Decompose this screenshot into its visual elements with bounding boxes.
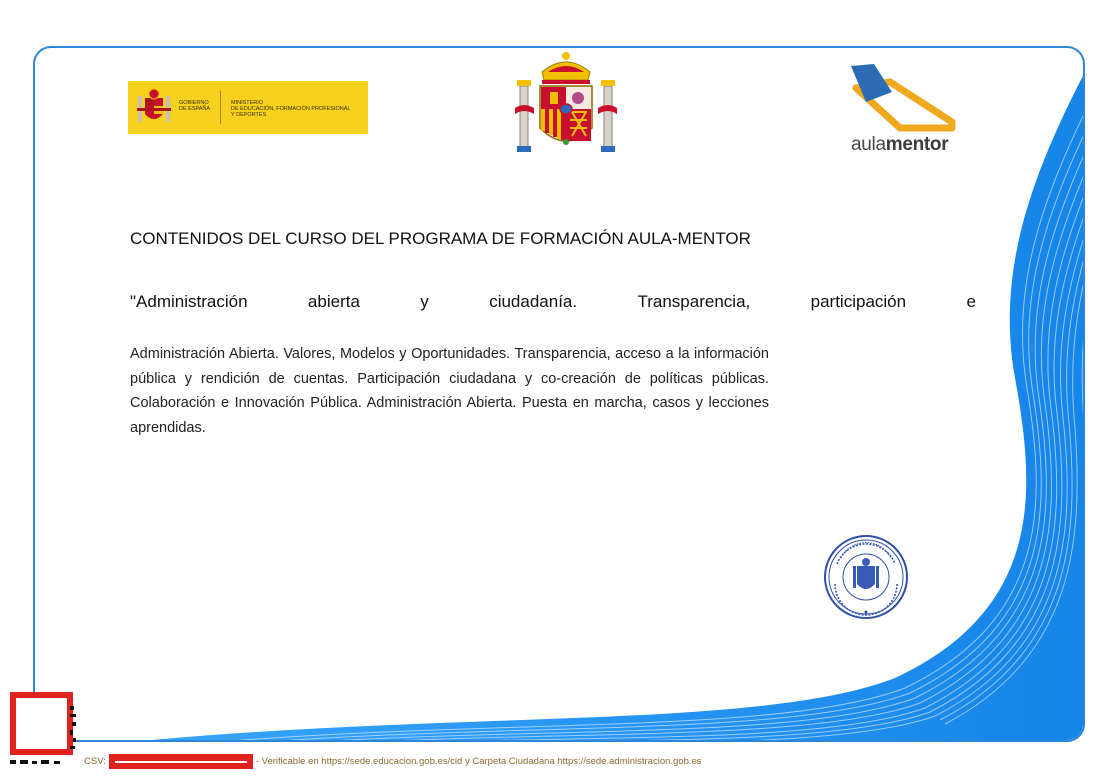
qr-code-fragment-icon — [10, 700, 78, 766]
verification-text: - Verificable en https://sede.educacion.gob.es/cid y Carpeta Ciudadana https://sede.administracion.gob.es — [255, 756, 702, 767]
course-summary: Administración Abierta. Valores, Modelos y Oportunidades. Transparencia, acceso a la información pública y rendición de cuentas. Participación ciudadana y co-creación de políticas públicas. Colaboración e Innovación Pública. Administración Abierta. Puesta en marcha, casos y lecciones aprendidas. — [130, 346, 769, 436]
ministry-text: MINISTERIO DE EDUCACIÓN, FORMACIÓN PROFESIONAL Y DEPORTES — [231, 100, 351, 118]
ministry-seal-icon — [823, 534, 909, 620]
course-name-word: participación — [810, 292, 907, 311]
redacted-csv-code — [109, 754, 253, 769]
csv-label: CSV: — [84, 756, 106, 767]
logo-divider — [220, 91, 221, 124]
course-name-word: ciudadanía. — [489, 292, 578, 311]
course-name-word: abierta — [307, 292, 360, 311]
course-name-word: e — [966, 292, 976, 311]
csv-footer — [84, 754, 702, 769]
spanish-coat-of-arms-icon — [514, 50, 618, 158]
gobierno-text: GOBIERNO DE ESPAÑA — [179, 100, 211, 112]
aulamentor-wordmark — [851, 134, 948, 156]
aula-wordmark-bold: mentor — [885, 134, 949, 155]
gobierno-espana-logo — [128, 81, 368, 134]
course-name — [130, 292, 976, 312]
aula-wordmark-light: aula — [851, 134, 886, 155]
mini-coat-of-arms-icon — [136, 88, 172, 128]
course-name-word: Transparencia, — [637, 292, 751, 311]
document-title: CONTENIDOS DEL CURSO DEL PROGRAMA DE FORMACIÓN AULA-MENTOR — [130, 229, 751, 248]
course-name-word: y — [420, 292, 429, 311]
course-name-word: "Administración — [130, 292, 248, 311]
